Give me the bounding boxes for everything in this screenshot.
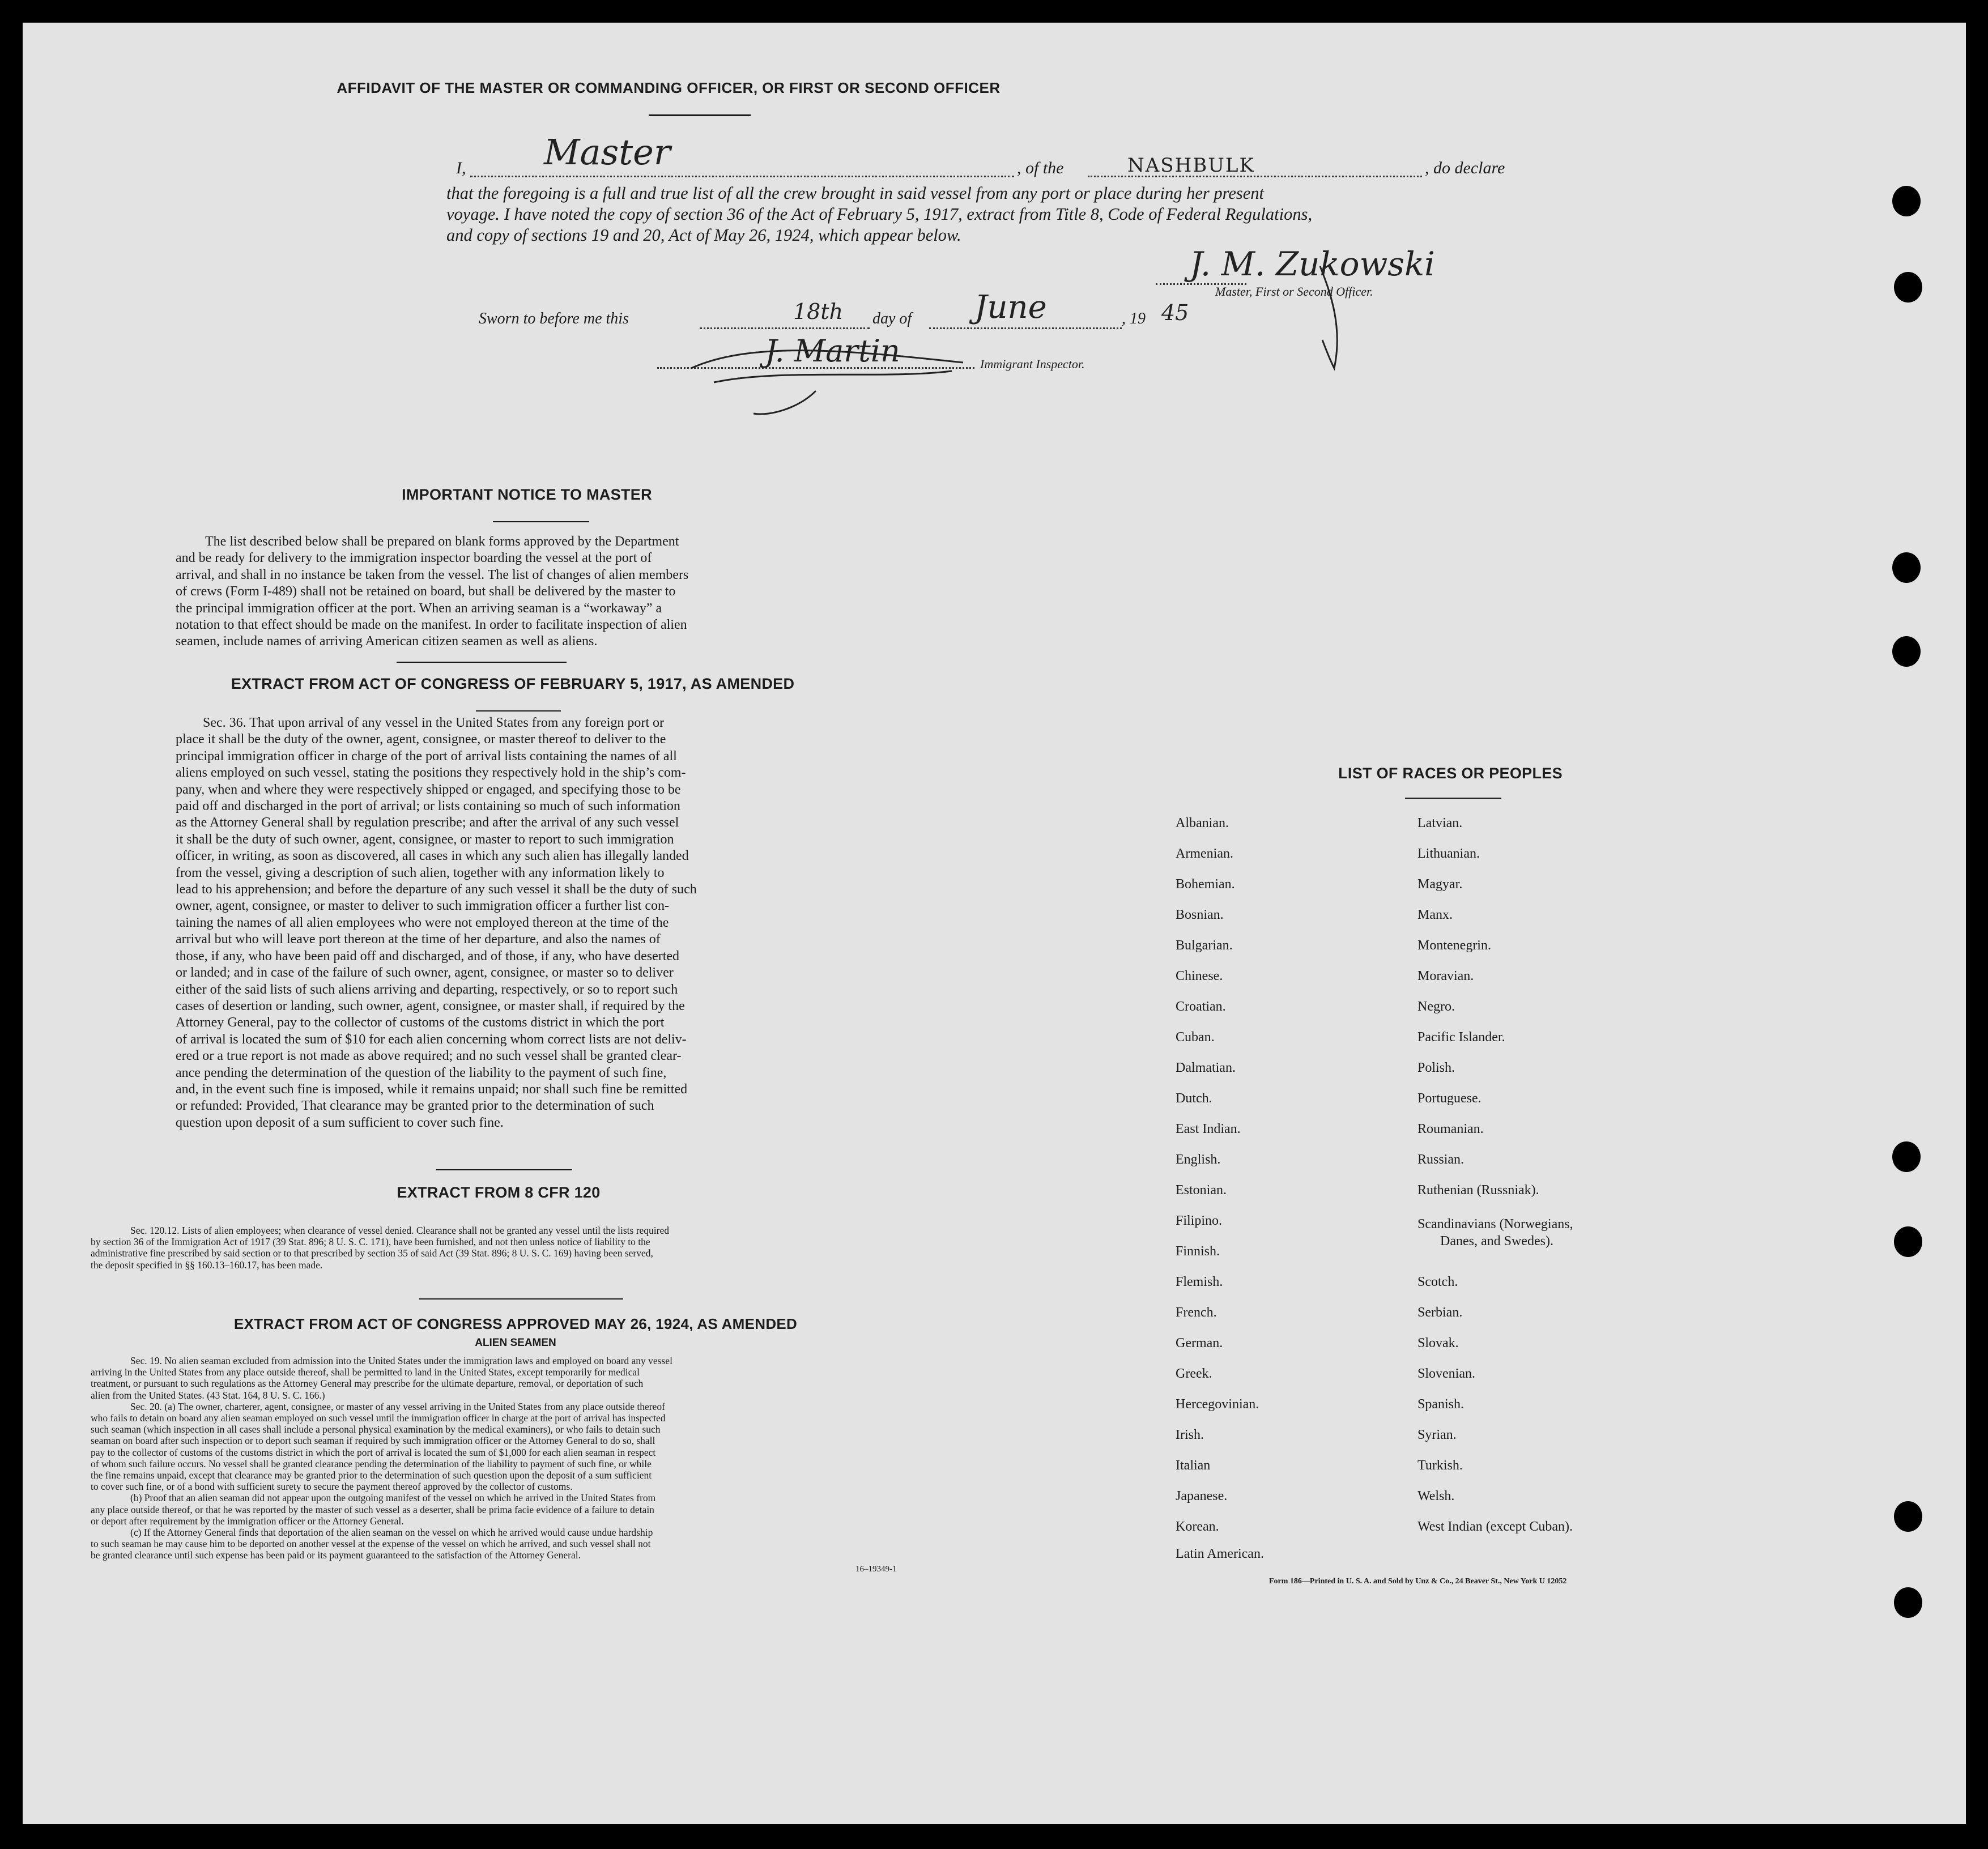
- cfr-line: Sec. 120.12. Lists of alien employees; when clearance of vessel denied. Clearance shall not be granted any vessel until the lists required: [130, 1225, 670, 1236]
- race-item: Armenian.: [1176, 846, 1233, 861]
- document-page: [23, 23, 1966, 1824]
- officer-label: Master, First or Second Officer.: [1215, 284, 1373, 299]
- word-day-of: day of: [872, 310, 912, 327]
- extract-1924-subtitle: ALIEN SEAMEN: [475, 1337, 556, 1349]
- affidavit-line-2: that the foregoing is a full and true list of all the crew brought in said vessel from any port or place during her present: [446, 184, 1265, 203]
- race-item: Slovak.: [1417, 1336, 1459, 1350]
- inspector-label: Immigrant Inspector.: [980, 357, 1085, 371]
- sec36-line: of arrival is located the sum of $10 for each alien concerning whom correct lists are not deliv-: [176, 1032, 687, 1047]
- extract-1917-title: EXTRACT FROM ACT OF CONGRESS OF FEBRUARY 5, 1917, AS AMENDED: [231, 675, 795, 692]
- notice-title: IMPORTANT NOTICE TO MASTER: [402, 486, 652, 503]
- extract-1917-body: [176, 715, 844, 1131]
- punch-hole: [1892, 552, 1921, 583]
- race-item: West Indian (except Cuban).: [1417, 1519, 1573, 1534]
- extract-cfr-end-rule: [419, 1298, 623, 1300]
- race-item: Italian: [1176, 1458, 1211, 1473]
- race-item: Manx.: [1417, 908, 1453, 922]
- sec19-line: treatment, or pursuant to such regulations as the Attorney General may prescribe for the ultimate departure, removal, or deportation of such: [91, 1378, 644, 1390]
- race-item: Chinese.: [1176, 969, 1223, 983]
- sec19-line: Sec. 19. No alien seaman excluded from admission into the United States under the immigration laws and employed on board any vessel: [130, 1355, 672, 1366]
- sec36-line: paid off and discharged in the port of arrival; or lists containing so much of such information: [176, 799, 680, 814]
- race-item: Japanese.: [1176, 1489, 1228, 1503]
- race-item: Dalmatian.: [1176, 1060, 1236, 1075]
- race-item: Hercegovinian.: [1176, 1397, 1259, 1412]
- race-item: Cuban.: [1176, 1030, 1215, 1045]
- affidavit-line-3: voyage. I have noted the copy of section 36 of the Act of February 5, 1917, extract from Title 8, Code of Federal Regulations,: [446, 205, 1313, 224]
- race-item: Dutch.: [1176, 1091, 1212, 1106]
- race-item: Serbian.: [1417, 1305, 1463, 1320]
- sec36-line: from the vessel, giving a description of such alien, together with any information likely to: [176, 865, 665, 880]
- sec36-line: ered or a true report is not made as above required; and no such vessel shall be granted clear-: [176, 1049, 682, 1064]
- sec20-line: the fine remains unpaid, except that clearance may be granted prior to the determination of such question upon the deposit of a sum sufficient: [91, 1469, 652, 1481]
- sec36-line: aliens employed on such vessel, stating the positions they respectively hold in the ship’s com-: [176, 765, 686, 781]
- master-blank: [470, 176, 1014, 177]
- race-item: French.: [1176, 1305, 1217, 1320]
- sec36-line: Attorney General, pay to the collector of customs of the customs district in which the port: [176, 1015, 665, 1030]
- sec36-line: place it shall be the duty of the owner, agent, consignee, or master thereof to deliver to the: [176, 732, 666, 747]
- word-i: I,: [456, 159, 466, 177]
- sec36-line: taining the names of all alien employees who were not employed thereon at the time of the: [176, 915, 669, 930]
- sec20-line: or deport after requirement by the immigration officer or the Attorney General.: [91, 1515, 404, 1527]
- race-item: Negro.: [1417, 999, 1455, 1014]
- sec20-line: such seaman (which inspection in all cases shall include a personal physical examination by the medical examiners), or who fails to detain such: [91, 1424, 661, 1435]
- punch-hole: [1894, 272, 1922, 303]
- sec19-line: alien from the United States. (43 Stat. 164, 8 U. S. C. 166.): [91, 1389, 325, 1401]
- sec20-line: Sec. 20. (a) The owner, charterer, agent, consignee, or master of any vessel arriving in the United States from any place outside thereof: [130, 1400, 665, 1412]
- sec36-line: it shall be the duty of such owner, agent, consignee, or master to report to such immigration: [176, 832, 674, 847]
- form-printer-line: Form 186—Printed in U. S. A. and Sold by Unz & Co., 24 Beaver St., New York U 12052: [1269, 1577, 1567, 1586]
- notice-line: seamen, include names of arriving American citizen seamen as well as aliens.: [176, 634, 598, 649]
- race-item: East Indian.: [1176, 1122, 1241, 1136]
- races-rule: [1405, 798, 1501, 799]
- word-sworn: Sworn to before me this: [479, 310, 629, 327]
- race-item: Syrian.: [1417, 1428, 1457, 1442]
- sec36-line: either of the said lists of such aliens arriving and departing, respectively, or so to report such: [176, 982, 678, 997]
- sec20-line: (c) If the Attorney General finds that deportation of the alien seaman on the vessel on which he arrived would cause undue hardship: [130, 1527, 653, 1539]
- cfr-line: the deposit specified in §§ 160.13–160.17, has been made.: [91, 1259, 323, 1271]
- punch-hole: [1892, 636, 1921, 667]
- sec36-line: lead to his apprehension; and before the departure of any such vessel it shall be the duty of such: [176, 882, 697, 897]
- race-item: Danes, and Swedes).: [1440, 1234, 1553, 1249]
- race-item: Bulgarian.: [1176, 938, 1233, 953]
- word-do-declare: , do declare: [1425, 159, 1505, 177]
- race-item: Welsh.: [1417, 1489, 1455, 1503]
- sec36-line: and, in the event such fine is imposed, while it remains unpaid; nor shall such fine be remitted: [176, 1081, 688, 1097]
- inspector-flourish: [669, 329, 986, 419]
- extract-1924-title: EXTRACT FROM ACT OF CONGRESS APPROVED MAY 26, 1924, AS AMENDED: [233, 1315, 798, 1332]
- race-item: Scandinavians (Norwegians,: [1417, 1217, 1573, 1232]
- cfr-line: administrative fine prescribed by said section or to that prescribed by section 35 of said Act (39 Stat. 896; 8 U. S. C. 169) having been served,: [91, 1247, 653, 1259]
- race-item: Portuguese.: [1417, 1091, 1482, 1106]
- notice-rule: [493, 521, 589, 522]
- handwritten-day: 18th: [793, 299, 844, 324]
- sec36-line: officer, in writing, as soon as discovered, all cases in which any such alien has illegally landed: [176, 849, 689, 864]
- sec20-line: (b) Proof that an alien seaman did not appear upon the outgoing manifest of the vessel on which he arrived in the United States from: [130, 1492, 656, 1504]
- race-item: Montenegrin.: [1417, 938, 1491, 953]
- race-item: Finnish.: [1176, 1244, 1220, 1259]
- race-item: Greek.: [1176, 1366, 1212, 1381]
- extract-cfr-title: EXTRACT FROM 8 CFR 120: [397, 1184, 601, 1201]
- notice-line: arrival, and shall in no instance be taken from the vessel. The list of changes of alien members: [176, 567, 689, 582]
- sec36-line: question upon deposit of a sum sufficient to cover such fine.: [176, 1115, 504, 1130]
- race-item: Estonian.: [1176, 1183, 1227, 1198]
- punch-hole: [1892, 186, 1921, 216]
- sec36-line: or refunded: Provided, That clearance may be granted prior to the determination of such: [176, 1098, 654, 1114]
- handwritten-officer-signature: J. M. Zukowski: [1190, 245, 1435, 283]
- sec36-line: or landed; and in case of the failure of such owner, agent, consignee, or master so to deliver: [176, 965, 674, 981]
- word-of-the: , of the: [1017, 159, 1064, 177]
- sec20-line: to cover such fine, or of a bond with sufficient surety to secure the payment thereof approved by the collector of customs.: [91, 1481, 573, 1493]
- race-item: Ruthenian (Russniak).: [1417, 1183, 1539, 1198]
- sec36-line: owner, agent, consignee, or master to deliver to such immigration officer a further list con-: [176, 898, 669, 914]
- extract-1917-rule: [476, 710, 561, 712]
- notice-body: [176, 534, 844, 650]
- race-item: Moravian.: [1417, 969, 1474, 983]
- sec36-line: principal immigration officer in charge of the port of arrival lists containing the names of all: [176, 748, 677, 764]
- handwritten-vessel-name: NASHBULK: [1127, 154, 1255, 177]
- punch-hole: [1894, 1226, 1922, 1257]
- affidavit-line-4: and copy of sections 19 and 20, Act of May 26, 1924, which appear below.: [446, 225, 961, 245]
- sec36-line: pany, when and where they were respectively shipped or engaged, and specifying those to be: [176, 782, 681, 797]
- handwritten-inspector-signature: J. Martin: [765, 333, 900, 369]
- sec19-line: arriving in the United States from any place outside thereof, shall be permitted to land in the United States, except temporarily for medical: [91, 1366, 640, 1378]
- race-item: Russian.: [1417, 1152, 1465, 1167]
- notice-line: notation to that effect should be made on the manifest. In order to facilitate inspection of alien: [176, 617, 687, 633]
- extract-1924-body: [91, 1355, 940, 1561]
- race-item: Magyar.: [1417, 877, 1463, 892]
- race-item: Albanian.: [1176, 816, 1229, 830]
- affidavit-title: AFFIDAVIT OF THE MASTER OR COMMANDING OFFICER, OR FIRST OR SECOND OFFICER: [337, 79, 1001, 96]
- signature-flourish: [1309, 261, 1354, 374]
- race-item: English.: [1176, 1152, 1221, 1167]
- race-item: Spanish.: [1417, 1397, 1465, 1412]
- sec20-line: of whom such failure occurs. No vessel shall be granted clearance pending the determination of the liability to payment of such fine, or while: [91, 1458, 652, 1469]
- race-item: Latin American.: [1176, 1546, 1264, 1561]
- punch-hole: [1894, 1587, 1922, 1618]
- race-item: Korean.: [1176, 1519, 1219, 1534]
- races-title: LIST OF RACES OR PEOPLES: [1338, 765, 1563, 782]
- race-item: Croatian.: [1176, 999, 1226, 1014]
- race-item: Flemish.: [1176, 1275, 1223, 1289]
- race-item: Filipino.: [1176, 1213, 1223, 1228]
- cfr-line: by section 36 of the Immigration Act of 1917 (39 Stat. 896; 8 U. S. C. 171), have been furnished, and not then unless notice of liability to the: [91, 1236, 650, 1248]
- form-code: 16–19349-1: [855, 1565, 897, 1574]
- notice-end-rule: [397, 662, 567, 663]
- sec36-line: those, if any, who have been paid off and discharged, and of those, if any, who have deserted: [176, 948, 680, 964]
- sec36-line: Sec. 36. That upon arrival of any vessel in the United States from any foreign port or: [203, 715, 665, 730]
- race-item: Pacific Islander.: [1417, 1030, 1505, 1045]
- sec20-line: who fails to detain on board any alien seaman employed on such vessel until the immigration officer in charge at the port of arrival has inspected: [91, 1412, 666, 1424]
- notice-line: and be ready for delivery to the immigration inspector boarding the vessel at the port of: [176, 551, 652, 566]
- title-rule: [649, 114, 751, 116]
- handwritten-year: 45: [1161, 300, 1189, 325]
- race-item: Irish.: [1176, 1428, 1204, 1442]
- sec36-line: arrival but who will leave port thereon at the time of her departure, and also the names of: [176, 932, 661, 947]
- sec20-line: to such seaman he may cause him to be deported on another vessel at the expense of the vessel on which he arrived, and such vessel shall not: [91, 1538, 651, 1550]
- race-item: Scotch.: [1417, 1275, 1458, 1289]
- race-item: Latvian.: [1417, 816, 1463, 830]
- extract-1917-end-rule: [436, 1169, 572, 1170]
- race-item: Bohemian.: [1176, 877, 1235, 892]
- word-19: , 19: [1122, 310, 1146, 327]
- race-item: Bosnian.: [1176, 908, 1224, 922]
- notice-line: of crews (Form I-489) shall not be retained on board, but shall be delivered by the master to: [176, 584, 676, 599]
- extract-cfr-body: [91, 1225, 940, 1271]
- punch-hole: [1894, 1501, 1922, 1532]
- race-item: Lithuanian.: [1417, 846, 1480, 861]
- handwritten-month: June: [974, 289, 1047, 326]
- sec20-line: be granted clearance until such expense has been paid or its payment guaranteed to the satisfaction of the Attorney General.: [91, 1549, 581, 1561]
- race-item: German.: [1176, 1336, 1223, 1350]
- notice-line: the principal immigration officer at the port. When an arriving seaman is a “workaway” a: [176, 600, 662, 616]
- race-item: Roumanian.: [1417, 1122, 1484, 1136]
- race-item: Slovenian.: [1417, 1366, 1475, 1381]
- handwritten-master: Master: [544, 131, 671, 173]
- sec20-line: seaman on board after such inspection or to deport such seaman if required by such immigration officer or the Attorney General to do so, shall: [91, 1435, 655, 1447]
- punch-hole: [1892, 1141, 1921, 1172]
- sec36-line: as the Attorney General shall by regulation prescribe; and after the arrival of any such vessel: [176, 815, 679, 830]
- sec20-line: any place outside thereof, or that he was reported by the master of such vessel as a deserter, shall be prima facie evidence of a failure to detain: [91, 1503, 654, 1515]
- notice-line: The list described below shall be prepared on blank forms approved by the Department: [205, 534, 679, 549]
- race-item: Turkish.: [1417, 1458, 1463, 1473]
- sec36-line: ance pending the determination of the question of the liability to the payment of such fine,: [176, 1065, 667, 1080]
- sec20-line: pay to the collector of customs of the customs district in which the port of arrival is located the sum of $1,000 for each alien seaman in respect: [91, 1446, 656, 1458]
- race-item: Polish.: [1417, 1060, 1455, 1075]
- sec36-line: cases of desertion or landing, such owner, agent, consignee, or master shall, if required by the: [176, 998, 685, 1013]
